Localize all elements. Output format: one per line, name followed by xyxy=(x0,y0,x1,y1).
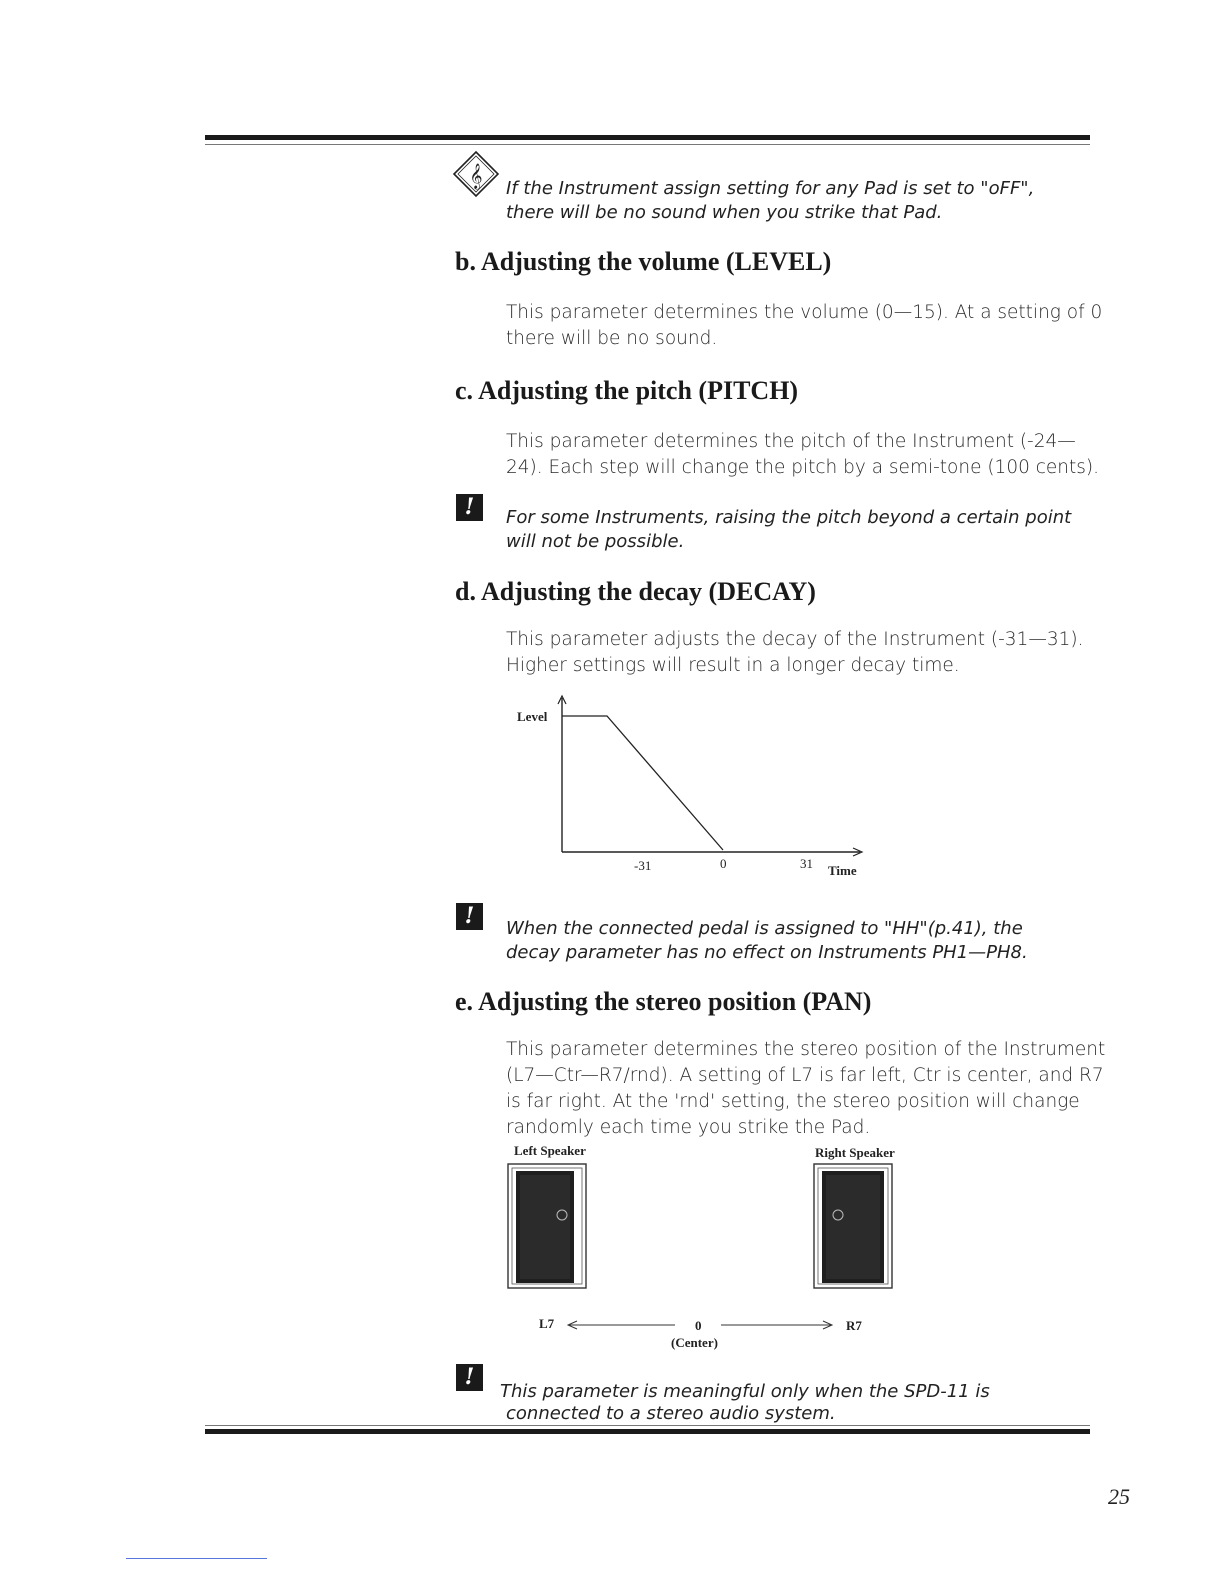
bottom-rule-thin xyxy=(205,1425,1090,1426)
pitch-warning-line-1: For some Instruments, raising the pitch beyond a certain point xyxy=(506,507,1072,528)
bottom-rule xyxy=(205,1429,1090,1434)
pan-left-arrow xyxy=(568,1321,675,1329)
pan-text-line-3: is far right. At the 'rnd' setting, the stereo position will change xyxy=(506,1091,1080,1112)
decay-text-line-1: This parameter adjusts the decay of the Instrument (-31—31). xyxy=(506,629,1084,650)
decay-text-line-2: Higher settings will result in a longer decay time. xyxy=(506,655,960,676)
pan-text-line-2: (L7—Ctr—R7/rnd). A setting of L7 is far left, Ctr is center, and R7 xyxy=(506,1065,1104,1086)
decay-y-label: Level xyxy=(517,709,548,724)
decay-tick-min: -31 xyxy=(634,858,652,873)
decay-diagram xyxy=(515,690,875,890)
decay-tick-mid: 0 xyxy=(720,856,727,871)
decay-warning-line-1: When the connected pedal is assigned to "HH"(p.41), the xyxy=(506,918,1023,939)
left-speaker-label: Left Speaker xyxy=(514,1143,586,1158)
pan-center-value: 0 xyxy=(695,1318,702,1333)
pan-arrows xyxy=(565,1318,855,1332)
pan-warning-line-1: This parameter is meaningful only when the SPD-11 is xyxy=(500,1381,990,1402)
decay-y-axis xyxy=(558,696,566,852)
decay-warning-line-2: decay parameter has no effect on Instruments PH1—PH8. xyxy=(506,942,1028,963)
top-rule xyxy=(205,135,1090,140)
decay-tick-max: 31 xyxy=(800,856,813,871)
pan-right-arrow xyxy=(721,1321,832,1329)
footer-link-underline xyxy=(126,1558,267,1559)
page-number: 25 xyxy=(1108,1484,1130,1509)
warning-icon: ! xyxy=(456,494,483,521)
decay-x-axis xyxy=(562,848,862,856)
decay-envelope-line xyxy=(562,716,723,850)
pan-left-end: L7 xyxy=(539,1316,555,1331)
heading-volume: b. Adjusting the volume (LEVEL) xyxy=(455,247,832,276)
decay-x-label: Time xyxy=(828,863,857,878)
treble-clef-diamond-icon xyxy=(452,150,500,198)
note-off-line-1: If the Instrument assign setting for any Pad is set to "oFF", xyxy=(506,178,1035,199)
volume-text-line-1: This parameter determines the volume (0—15). At a setting of 0 xyxy=(506,302,1103,323)
heading-pan: e. Adjusting the stereo position (PAN) xyxy=(455,987,872,1016)
pan-center-label: (Center) xyxy=(671,1335,718,1350)
pan-right-end: R7 xyxy=(846,1318,862,1333)
right-speaker-label: Right Speaker xyxy=(815,1145,895,1160)
note-off-line-2: there will be no sound when you strike that Pad. xyxy=(506,202,943,223)
pan-text-line-4: randomly each time you strike the Pad. xyxy=(506,1117,871,1138)
heading-pitch: c. Adjusting the pitch (PITCH) xyxy=(455,376,799,405)
pitch-warning-line-2: will not be possible. xyxy=(506,531,685,552)
pitch-text-line-1: This parameter determines the pitch of the Instrument (-24— xyxy=(506,431,1076,452)
right-speaker-icon xyxy=(813,1163,893,1289)
volume-text-line-2: there will be no sound. xyxy=(506,328,718,349)
left-speaker-icon xyxy=(507,1163,587,1289)
warning-icon: ! xyxy=(456,1364,483,1391)
pan-warning-line-2: connected to a stereo audio system. xyxy=(506,1403,836,1424)
pan-text-line-1: This parameter determines the stereo position of the Instrument xyxy=(506,1039,1106,1060)
svg-text:𝄞: 𝄞 xyxy=(469,164,483,189)
pitch-text-line-2: 24). Each step will change the pitch by a semi-tone (100 cents). xyxy=(506,457,1100,478)
heading-decay: d. Adjusting the decay (DECAY) xyxy=(455,577,816,606)
warning-icon: ! xyxy=(456,903,483,930)
top-rule-thin xyxy=(205,144,1090,145)
